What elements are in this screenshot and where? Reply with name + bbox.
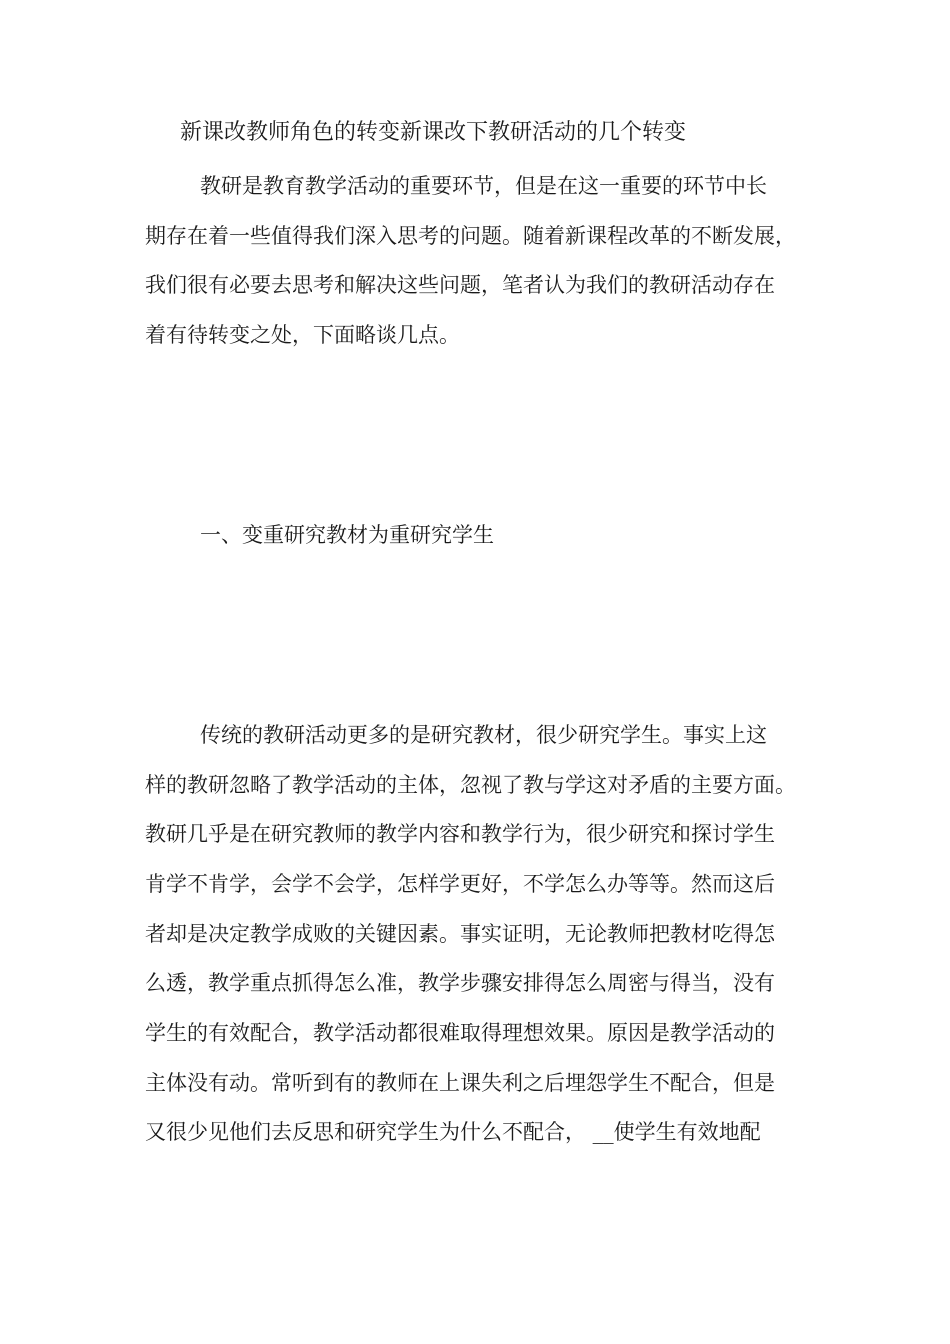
intro-line-1: 教研是教育教学活动的重要环节，但是在这一重要的环节中长 (200, 174, 767, 198)
body-line-4: 肯学不肯学，会学不会学，怎样学更好，不学怎么办等等。然而这后 (145, 872, 775, 896)
document-title: 新课改教师角色的转变新课改下教研活动的几个转变 (180, 120, 687, 145)
intro-line-2: 期存在着一些值得我们深入思考的问题。随着新课程改革的不断发展， (145, 224, 796, 248)
body-line-3: 教研几乎是在研究教师的教学内容和教学行为，很少研究和探讨学生 (145, 822, 775, 846)
body-line-6: 么透，教学重点抓得怎么准，教学步骤安排得怎么周密与得当，没有 (145, 971, 775, 995)
body-line-7: 学生的有效配合，教学活动都很难取得理想效果。原因是教学活动的 (145, 1021, 775, 1045)
body-line-1: 传统的教研活动更多的是研究教材，很少研究学生。事实上这 (200, 723, 767, 747)
section-heading: 一、变重研究教材为重研究学生 (200, 523, 494, 547)
intro-line-4: 着有待转变之处，下面略谈几点。 (145, 323, 460, 347)
body-line-9: 又很少见他们去反思和研究学生为什么不配合， __使学生有效地配 (145, 1120, 761, 1144)
body-line-8: 主体没有动。常听到有的教师在上课失利之后埋怨学生不配合，但是 (145, 1071, 775, 1095)
body-line-2: 样的教研忽略了教学活动的主体，忽视了教与学这对矛盾的主要方面。 (145, 773, 796, 797)
body-line-5: 者却是决定教学成败的关键因素。事实证明，无论教师把教材吃得怎 (145, 922, 775, 946)
intro-line-3: 我们很有必要去思考和解决这些问题，笔者认为我们的教研活动存在 (145, 273, 775, 297)
